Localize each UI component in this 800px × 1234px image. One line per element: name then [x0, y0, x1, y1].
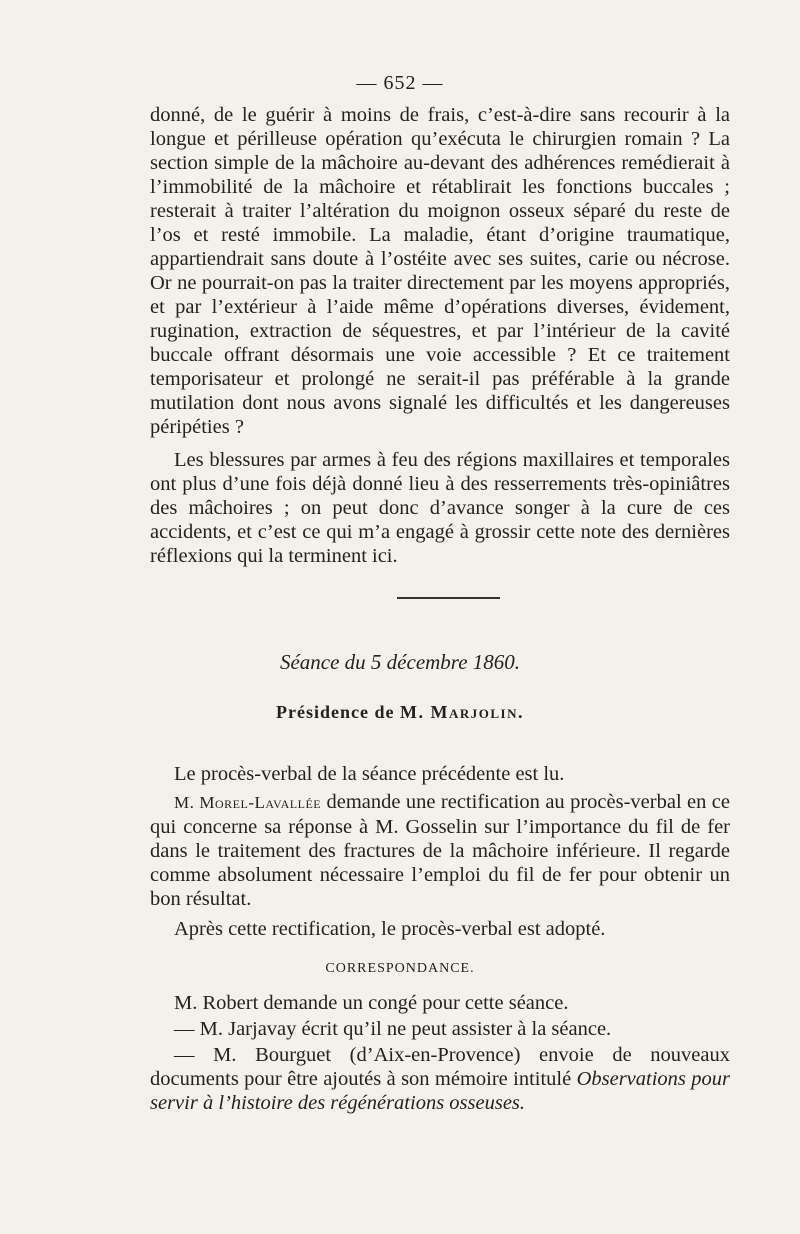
section-divider [397, 597, 500, 599]
paragraph-adopted: Après cette rectification, le procès-verbal est adopté. [174, 918, 606, 940]
session-date: Séance du 5 décembre 1860. [279, 650, 521, 674]
paragraph-wounds: Les blessures par armes à feu des régions maxillaires et temporales ont plus d’une fois déjà donné lieu à des resserrements très-opiniâtres des mâchoires ; on peut donc d’avance songer à la cure de ces accidents, et c’est ce qui m’a engagé à grossir cette note des dernières réflexions qui la terminent ici. [150, 449, 730, 567]
rectification-text: demande une rectification au procès-verbal en ce qui concerne sa réponse à M. Gosselin sur l’importance du fil de fer dans le traitement des fractures de la mâchoire inférieure. Il regarde comme absolument nécessaire l’emploi du fil de fer pour obtenir un bon résultat. [150, 791, 730, 910]
paragraph-bourguet [150, 1043, 730, 1115]
correspondence-heading: CORRESPONDANCE. [325, 961, 475, 976]
paragraph-minutes-read: Le procès-verbal de la séance précédente est lu. [174, 763, 565, 785]
memoir-title: Observations pour servir à l’histoire des régénérations osseuses. [150, 1068, 730, 1114]
presidence-name: M. Marjolin. [399, 702, 524, 722]
paragraph-jarjavay: — M. Jarjavay écrit qu’il ne peut assister à la séance. [174, 1018, 612, 1040]
paragraph-continued: donné, de le guérir à moins de frais, c’est-à-dire sans recourir à la longue et périlleuse opération qu’exécuta le chirurgien romain ? La section simple de la mâchoire au-devant des adhérences remédierait à l’immobilité de la mâchoire et rétablirait les fonctions buccales ; resterait à traiter l’altération du moignon osseux séparé du reste de l’os et resté immobile. La maladie, étant d’origine traumatique, appartiendrait sans doute à l’ostéite avec ses suites, carie ou nécrose. Or ne pourrait-on pas la traiter directement par les moyens appropriés, et par l’extérieur à l’aide même d’opérations diverses, évidement, rugination, extraction de séquestres, et par l’intérieur de la cavité buccale offrant désormais une voie accessible ? Et ce traitement temporisateur et prolongé ne serait-il pas préférable à la grande mutilation dont nous avons signalé les difficultés et les dangereuses péripéties ? [150, 104, 730, 438]
bourguet-text: — M. Bourguet (d’Aix-en-Provence) envoie de nouveaux documents pour être ajoutés à son mémoire intitulé [150, 1044, 730, 1090]
speaker-name: M. Morel-Lavallée [174, 793, 322, 812]
presidence-label: Présidence de [276, 702, 400, 722]
paragraph-robert: M. Robert demande un congé pour cette séance. [174, 992, 569, 1014]
page-number: — 652 — [356, 72, 444, 94]
paragraph-rectification [150, 790, 730, 911]
presidence-heading [0, 702, 800, 723]
